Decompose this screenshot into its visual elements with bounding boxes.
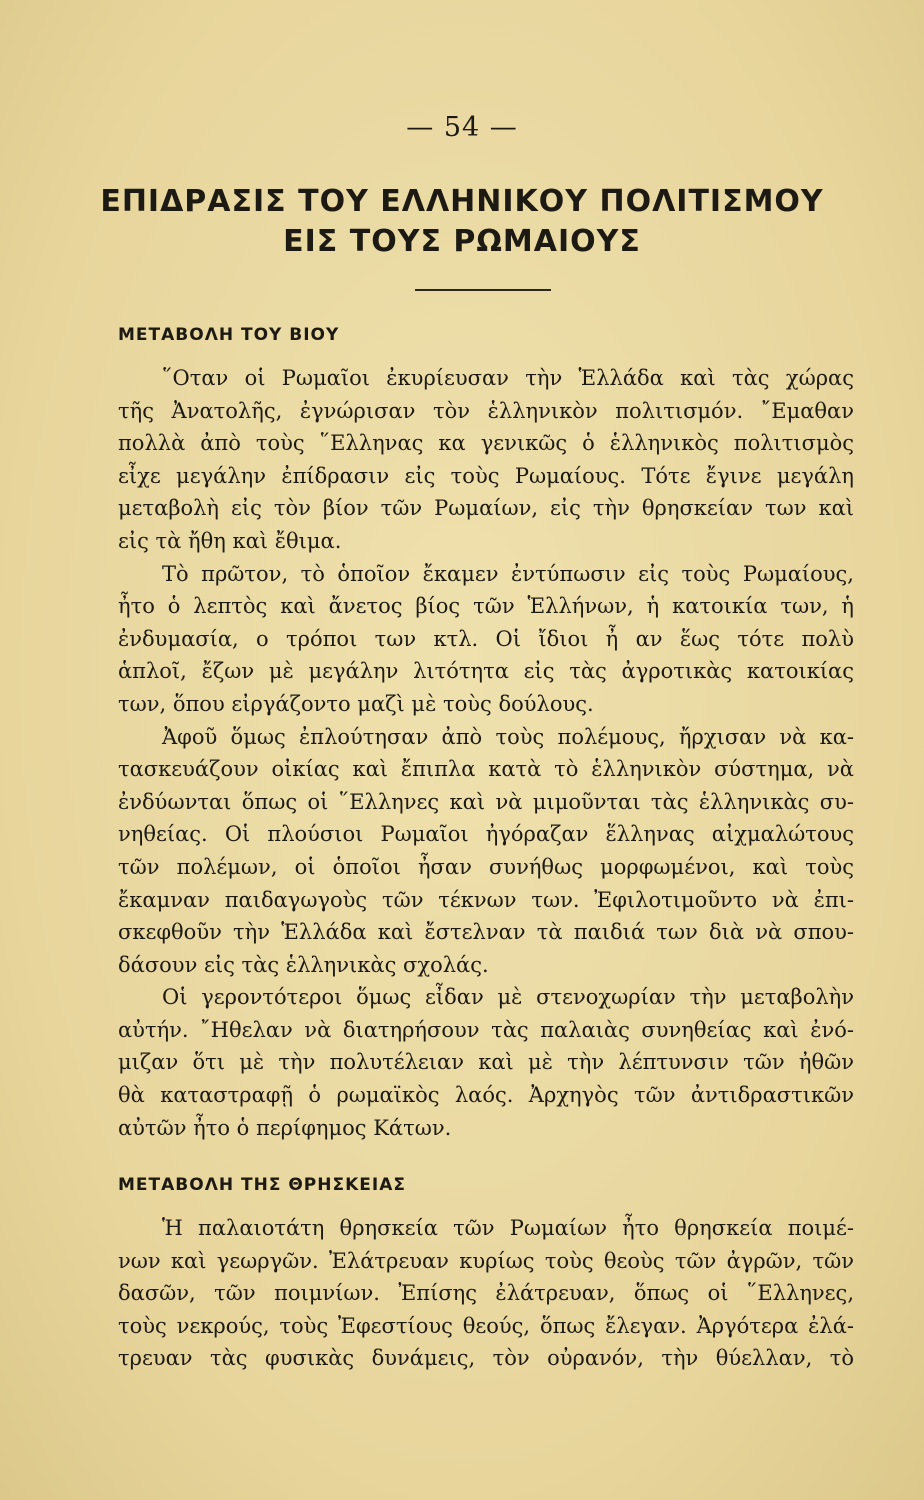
text-line: εἰς τὰ ἤθη καὶ ἔθιμα.	[118, 528, 342, 553]
text-line: σκεφθοῦν τὴν Ἑλλάδα καὶ ἔστελναν τὰ παιδιά των διὰ νὰ σπου-	[118, 920, 854, 945]
text-line: θὰ καταστραφῇ ὁ ρωμαϊκὸς λαός. Ἀρχηγὸς τῶν ἀντιδραστικῶν	[118, 1083, 854, 1108]
text-line: τασκευάζουν οἰκίας καὶ ἔπιπλα κατὰ τὸ ἑλληνικὸν σύστημα, νὰ	[118, 757, 854, 782]
section-body-religion	[118, 1212, 854, 1375]
text-line: ἦτο ὁ λεπτὸς καὶ ἄνετος βίος τῶν Ἑλλήνων, ἡ κατοικία των, ἡ	[118, 594, 854, 619]
text-line: Ἀφοῦ ὅμως ἐπλούτησαν ἀπὸ τοὺς πολέμους, ἤρχισαν νὰ κα-	[162, 724, 854, 749]
text-line: ἁπλοῖ, ἔζων μὲ μεγάλην λιτότητα εἰς τὰς ἀγροτικὰς κατοικίας	[118, 659, 854, 684]
title-line-2: ΕΙΣ ΤΟΥΣ ΡΩΜΑΙΟΥΣ	[283, 224, 641, 259]
text-line: τοὺς νεκρούς, τοὺς Ἐφεστίους θεούς, ὅπως ἔλεγαν. Ἀργότερα ἐλά-	[118, 1313, 854, 1338]
text-line: δασῶν, τῶν ποιμνίων. Ἐπίσης ἐλάτρευαν, ὅπως οἱ ῞Ελληνες,	[118, 1281, 854, 1306]
text-line: Οἱ γεροντότεροι ὅμως εἶδαν μὲ στενοχωρίαν τὴν μεταβολὴν	[162, 985, 854, 1010]
title-line-1: ΕΠΙΔΡΑΣΙΣ ΤΟΥ ΕΛΛΗΝΙΚΟΥ ΠΟΛΙΤΙΣΜΟΥ	[100, 184, 824, 219]
text-line: των, ὅπου εἰργάζοντο μαζὶ μὲ τοὺς δούλους.	[118, 691, 594, 716]
text-line: αὐτῶν ἦτο ὁ περίφημος Κάτων.	[118, 1115, 452, 1140]
section-heading-religion: ΜΕΤΑΒΟΛΗ ΤΗΣ ΘΡΗΣΚΕΙΑΣ	[118, 1175, 406, 1195]
text-line: μιζαν ὅτι μὲ τὴν πολυτέλειαν καὶ μὲ τὴν λέπτυνσιν τῶν ἠθῶν	[118, 1050, 854, 1075]
text-line: τρευαν τὰς φυσικὰς δυνάμεις, τὸν οὐρανόν, τὴν θύελλαν, τὸ	[118, 1346, 854, 1371]
text-line: τῆς Ἀνατολῆς, ἐγνώρισαν τὸν ἑλληνικὸν πολιτισμόν. ῎Εμαθαν	[118, 398, 854, 423]
text-line: εἶχε μεγάλην ἐπίδρασιν εἰς τοὺς Ρωμαίους. Τότε ἔγινε μεγάλη	[118, 463, 854, 488]
text-line: τῶν πολέμων, οἱ ὁποῖοι ἦσαν συνήθως μορφωμένοι, καὶ τοὺς	[118, 854, 854, 879]
title-divider	[415, 289, 551, 291]
text-line: ἔκαμναν παιδαγωγοὺς τῶν τέκνων των. Ἐφιλοτιμοῦντο νὰ ἐπι-	[118, 887, 854, 912]
page-title	[60, 182, 864, 262]
text-line: μεταβολὴ εἰς τὸν βίον τῶν Ρωμαίων, εἰς τὴν θρησκείαν των καὶ	[118, 496, 854, 521]
text-line: νηθείας. Οἱ πλούσιοι Ρωμαῖοι ἠγόραζαν ἕλληνας αἰχμαλώτους	[118, 822, 854, 847]
text-line: Τὸ πρῶτον, τὸ ὁποῖον ἔκαμεν ἐντύπωσιν εἰς τοὺς Ρωμαίους,	[162, 561, 854, 586]
section-body-life	[118, 362, 854, 1144]
text-line: ῞Οταν οἱ Ρωμαῖοι ἐκυρίευσαν τὴν Ἑλλάδα καὶ τὰς χώρας	[162, 366, 854, 390]
text-line: δάσουν εἰς τὰς ἑλληνικὰς σχολάς.	[118, 952, 489, 977]
section-heading-life: ΜΕΤΑΒΟΛΗ ΤΟΥ ΒΙΟΥ	[118, 325, 340, 345]
text-line: ἐνδυμασία, ο τρόποι των κτλ. Οἱ ἴδιοι ἦ αν ἕως τότε πολὺ	[118, 626, 854, 651]
text-line: Ἡ παλαιοτάτη θρησκεία τῶν Ρωμαίων ἦτο θρησκεία ποιμέ-	[162, 1216, 854, 1240]
text-line: αὐτήν. ῎Ηθελαν νὰ διατηρήσουν τὰς παλαιὰς συνηθείας καὶ ἐνό-	[118, 1017, 854, 1042]
page-number: — 54 —	[406, 112, 518, 143]
text-line: πολλὰ ἀπὸ τοὺς ῞Ελληνας κα γενικῶς ὁ ἑλληνικὸς πολιτισμὸς	[118, 431, 854, 456]
text-line: ἐνδύωνται ὅπως οἱ ῞Ελληνες καὶ νὰ μιμοῦνται τὰς ἑλληνικὰς συ-	[118, 789, 854, 814]
text-line: νων καὶ γεωργῶν. Ἐλάτρευαν κυρίως τοὺς θεοὺς τῶν ἀγρῶν, τῶν	[118, 1248, 854, 1273]
